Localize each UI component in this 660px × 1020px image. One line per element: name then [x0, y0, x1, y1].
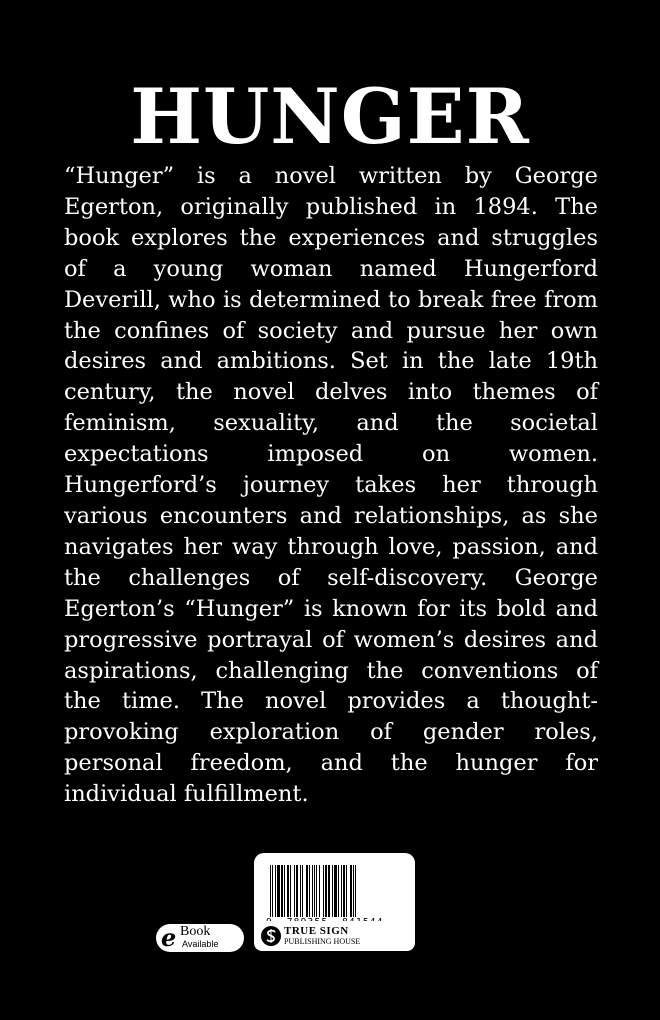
barcode-bar	[341, 865, 342, 917]
book-description: “Hunger” is a novel written by George Egerton, originally published in 1894. The book explores the experiences and struggles of a young woman named Hungerford Deverill, who is determined to break free from the confines of society and pursue her own desires and ambitions. Set in the late 19th century, the novel delves into themes of feminism, sexuality, and the societal expectations imposed on women. Hungerford’s journey takes her through various encounters and relationships, as she navigates her way through love, passion, and the challenges of self-discovery. George Egerton’s “Hunger” is known for its bold and progressive portrayal of women’s desires and aspirations, challenging the conventions of the time. The novel provides a thought-provoking exploration of gender roles, personal freedom, and the hunger for individual fulfillment.	[64, 163, 598, 808]
barcode-bar	[272, 865, 273, 917]
barcode-bar	[300, 865, 301, 917]
barcode-bar	[334, 865, 337, 917]
ebook-available-text: Available	[182, 939, 219, 949]
ebook-label: Book	[180, 924, 211, 939]
publisher-emblem-icon	[260, 925, 282, 947]
barcode-bar	[281, 865, 283, 917]
barcode-bar	[319, 865, 320, 917]
barcode-bar	[314, 865, 315, 917]
publisher-name: TRUE SIGN	[284, 925, 349, 937]
barcode-bar	[290, 865, 291, 917]
barcode-bar	[332, 865, 333, 917]
barcode-bar	[338, 865, 339, 917]
barcode-bar	[294, 865, 295, 917]
barcode-bar	[353, 865, 354, 917]
barcode-bar	[346, 865, 347, 917]
barcode-bar	[343, 865, 345, 917]
barcode-graphic	[268, 865, 402, 917]
barcode-bar	[323, 865, 324, 917]
barcode-bar	[316, 865, 317, 917]
barcode-bar	[325, 865, 327, 917]
barcode-bar	[306, 865, 308, 917]
barcode-bar	[309, 865, 310, 917]
ebook-e-logo: e	[161, 923, 177, 952]
barcode-bar	[302, 865, 303, 917]
barcode-bar	[355, 865, 356, 917]
barcode-bar	[277, 865, 280, 917]
barcode-bar	[312, 865, 313, 917]
publisher-logo-badge	[254, 921, 415, 951]
publisher-subtitle: PUBLISHING HOUSE	[284, 937, 361, 946]
ebook-available-badge	[156, 924, 244, 952]
barcode-bar	[350, 865, 352, 917]
barcode-bar	[284, 865, 285, 917]
barcode-bar	[287, 865, 289, 917]
barcode-bar	[328, 865, 330, 917]
barcode-bar	[296, 865, 298, 917]
barcode-bar	[270, 865, 271, 917]
barcode-bar	[275, 865, 276, 917]
book-title: HUNGER	[130, 72, 530, 161]
